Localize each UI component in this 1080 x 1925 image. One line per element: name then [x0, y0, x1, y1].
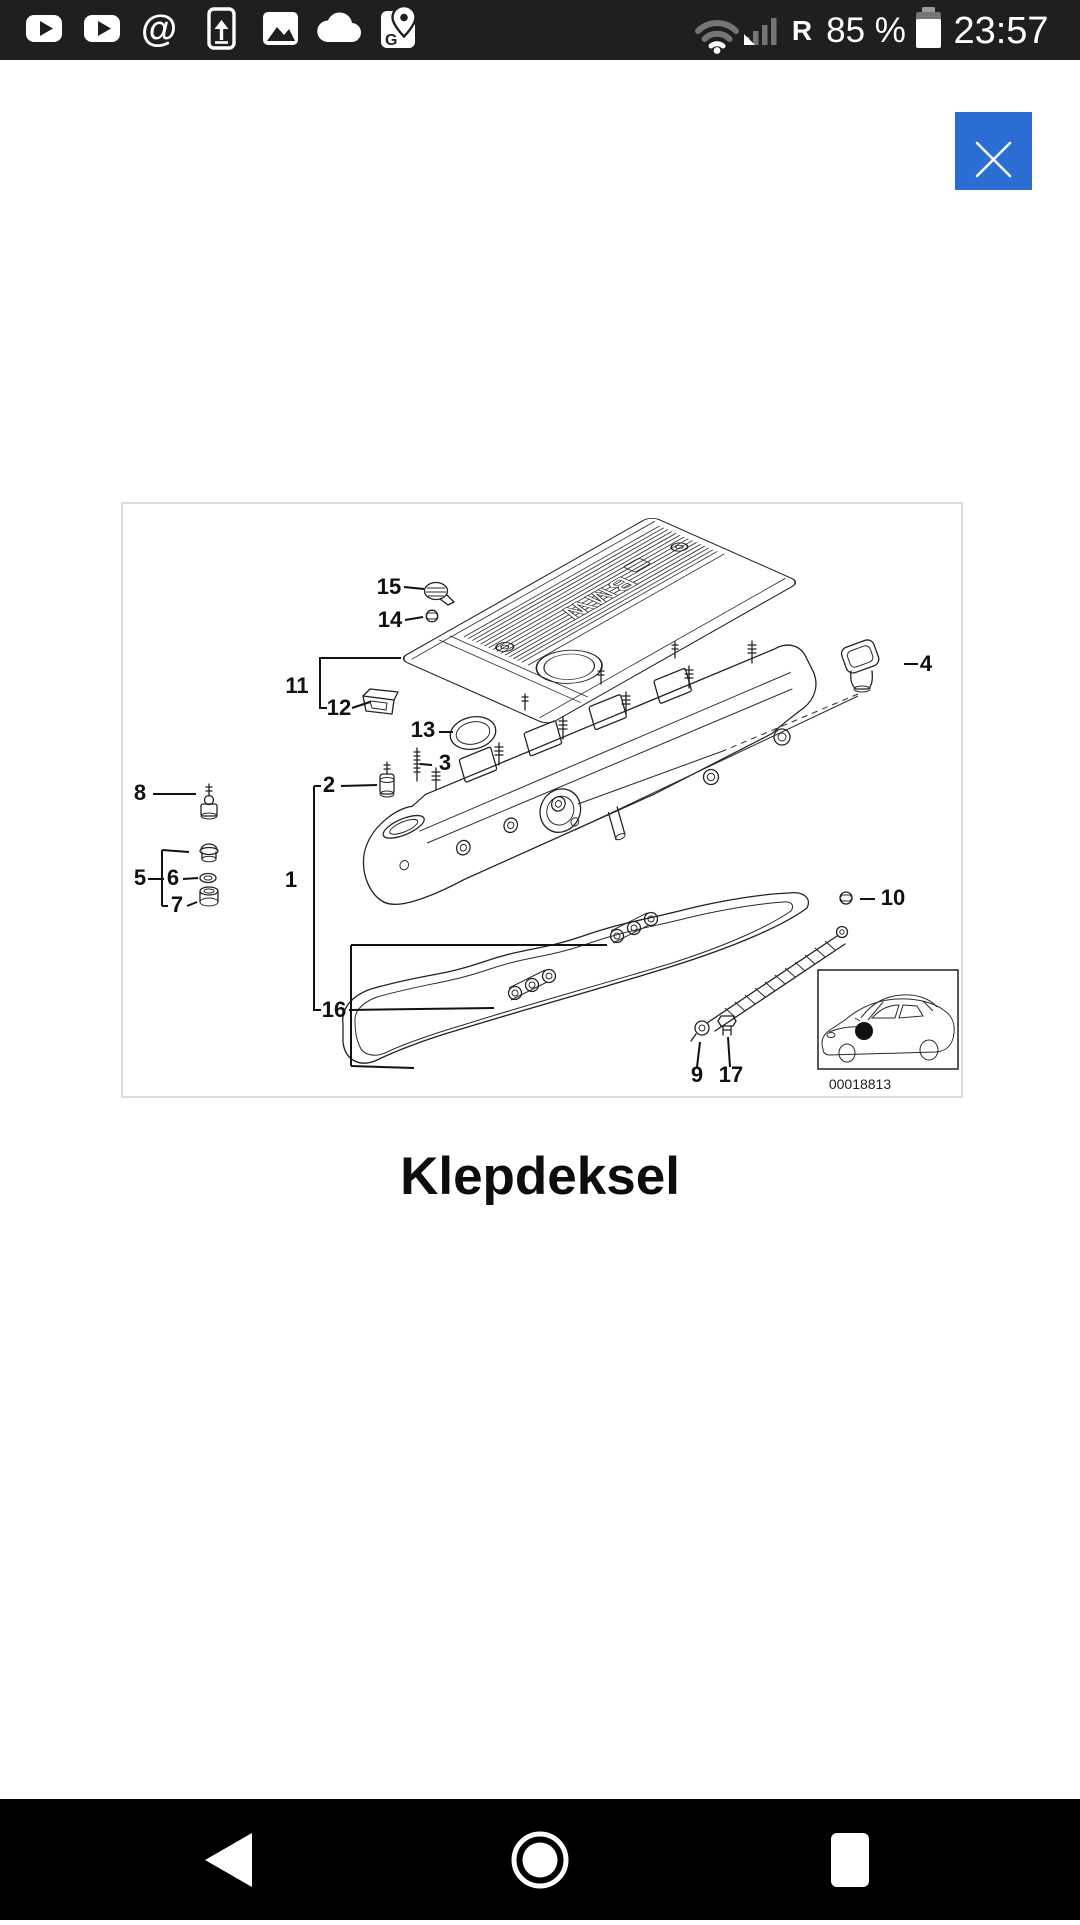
- part-label-1: 1: [284, 867, 298, 892]
- part-label-15: 15: [376, 574, 402, 599]
- status-bar: [0, 0, 1080, 60]
- close-icon: [977, 143, 1010, 176]
- system-update-icon: [209, 9, 234, 48]
- svg-text:@: @: [140, 8, 178, 49]
- part-label-9: 9: [690, 1062, 704, 1087]
- part-label-8: 8: [133, 780, 147, 805]
- battery-percent-text: 85 %: [826, 11, 906, 50]
- svg-text:G: G: [385, 32, 398, 49]
- part-label-3: 3: [438, 750, 452, 775]
- youtube-icon: [26, 15, 62, 42]
- part-label-17: 17: [718, 1062, 744, 1087]
- parts-diagram[interactable]: [121, 502, 963, 1098]
- cover-tabs-art: [704, 729, 791, 785]
- wifi-icon: [698, 23, 736, 54]
- battery-icon: [916, 7, 941, 48]
- part-label-12: 12: [326, 695, 352, 720]
- cloud-icon: [317, 13, 361, 43]
- part-5-6-7-art: [200, 844, 218, 906]
- signal-icon: [744, 18, 777, 45]
- brand-text: BMW: [550, 573, 644, 624]
- part-label-2: 2: [322, 772, 336, 797]
- bolt-strip-art: [509, 913, 658, 1001]
- roaming-indicator: R: [791, 15, 813, 46]
- part-labels: [134, 574, 933, 1087]
- valve-cover-art: [345, 622, 836, 936]
- part-14-art: [426, 610, 438, 622]
- maps-icon: [381, 6, 416, 49]
- recents-icon: [831, 1833, 869, 1887]
- back-icon: [205, 1833, 252, 1887]
- part-label-11: 11: [285, 673, 309, 698]
- recents-button[interactable]: [831, 1833, 869, 1887]
- part-3-art: [414, 748, 420, 781]
- diagram-caption: Klepdeksel: [400, 1147, 680, 1206]
- location-dot: [855, 1022, 873, 1040]
- part-12-art: [363, 689, 398, 714]
- car-inset: [818, 970, 958, 1092]
- gasket-art: [343, 893, 809, 1063]
- image-viewer: [0, 60, 1080, 1799]
- navigation-bar: [0, 1799, 1080, 1920]
- part-label-13: 13: [410, 717, 436, 742]
- part-15-art: [425, 583, 455, 606]
- part-label-4: 4: [919, 651, 933, 676]
- leader-lines: [148, 587, 918, 1068]
- part-label-16: 16: [321, 997, 347, 1022]
- part-10-art: [840, 892, 852, 904]
- part-8-art: [201, 784, 217, 819]
- part-label-14: 14: [377, 607, 403, 632]
- clock-text: 23:57: [953, 10, 1049, 52]
- youtube-icon: [84, 15, 120, 42]
- part-label-7: 7: [170, 892, 184, 917]
- part-label-6: 6: [166, 865, 180, 890]
- home-button[interactable]: [514, 1834, 566, 1886]
- part-2-art: [380, 762, 394, 797]
- back-button[interactable]: [205, 1833, 252, 1887]
- part-label-10: 10: [880, 885, 906, 910]
- close-button[interactable]: [955, 112, 1032, 190]
- image-code: 00018813: [828, 1076, 892, 1092]
- gallery-icon: [263, 12, 298, 45]
- email-at-icon: [141, 8, 177, 49]
- part-4-art: [840, 638, 881, 692]
- part-label-5: 5: [133, 865, 147, 890]
